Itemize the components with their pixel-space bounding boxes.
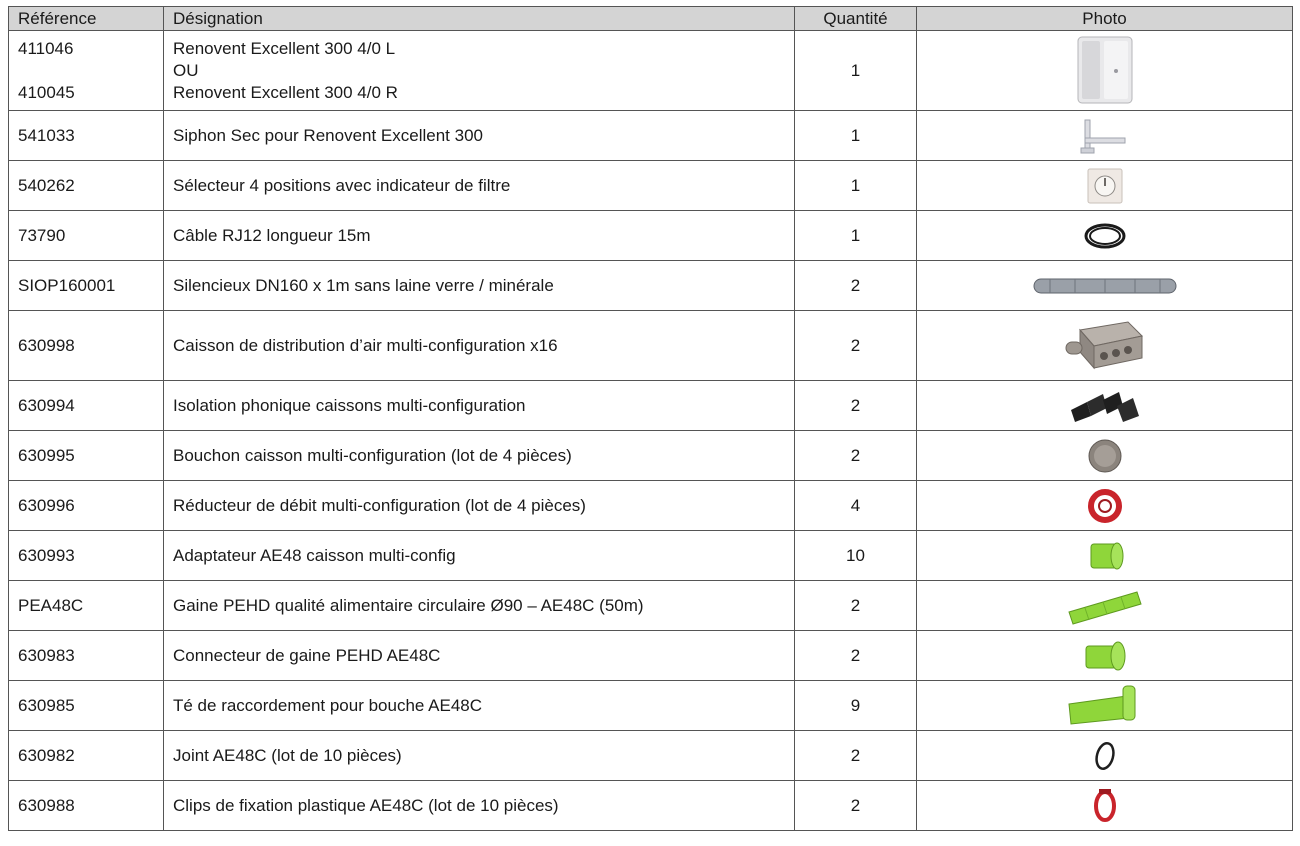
adapter-icon — [1083, 536, 1127, 576]
cell-designation: Bouchon caisson multi-configuration (lot de 4 pièces) — [164, 431, 795, 481]
designation-text: Renovent Excellent 300 4/0 R — [173, 82, 398, 102]
cell-designation: Sélecteur 4 positions avec indicateur de filtre — [164, 161, 795, 211]
cell-photo — [917, 161, 1293, 211]
cell-photo — [917, 581, 1293, 631]
cell-designation: Silencieux DN160 x 1m sans laine verre / minérale — [164, 261, 795, 311]
cell-photo — [917, 681, 1293, 731]
cell-designation: Câble RJ12 longueur 15m — [164, 211, 795, 261]
table-row — [9, 581, 1293, 631]
cell-quantity: 2 — [795, 261, 917, 311]
cell-photo — [917, 631, 1293, 681]
cell-quantity: 2 — [795, 431, 917, 481]
table-row — [9, 681, 1293, 731]
cell-quantity: 10 — [795, 531, 917, 581]
cell-reference: 630982 — [9, 731, 164, 781]
cell-reference: 630998 — [9, 311, 164, 381]
cell-photo — [917, 731, 1293, 781]
cell-reference: 630994 — [9, 381, 164, 431]
table-row — [9, 381, 1293, 431]
cell-quantity: 1 — [795, 31, 917, 111]
cable-coil-icon — [1080, 219, 1130, 253]
cell-quantity: 1 — [795, 161, 917, 211]
fixing-clip-icon — [1085, 786, 1125, 826]
cell-quantity: 1 — [795, 111, 917, 161]
table-row — [9, 31, 1293, 111]
flow-reducer-icon — [1085, 486, 1125, 526]
table-row — [9, 311, 1293, 381]
cell-designation — [164, 31, 795, 111]
cell-quantity: 2 — [795, 311, 917, 381]
cell-reference: 73790 — [9, 211, 164, 261]
siphon-icon — [1075, 116, 1135, 156]
cell-designation: Siphon Sec pour Renovent Excellent 300 — [164, 111, 795, 161]
cell-quantity: 2 — [795, 631, 917, 681]
cell-designation: Réducteur de débit multi-configuration (lot de 4 pièces) — [164, 481, 795, 531]
cell-reference: 630983 — [9, 631, 164, 681]
reference-text: 410045 — [18, 82, 75, 102]
distribution-box-icon — [1062, 316, 1148, 376]
cell-photo — [917, 381, 1293, 431]
cell-quantity: 2 — [795, 731, 917, 781]
table-row — [9, 431, 1293, 481]
cell-photo — [917, 211, 1293, 261]
green-duct-icon — [1065, 586, 1145, 626]
cell-reference: 630985 — [9, 681, 164, 731]
table-row — [9, 261, 1293, 311]
cell-reference: 540262 — [9, 161, 164, 211]
cell-photo — [917, 111, 1293, 161]
table-row — [9, 481, 1293, 531]
cell-designation: Adaptateur AE48 caisson multi-config — [164, 531, 795, 581]
ventilation-unit-icon — [1070, 35, 1140, 107]
duct-connector-icon — [1080, 636, 1130, 676]
cell-designation: Isolation phonique caissons multi-configuration — [164, 381, 795, 431]
cell-reference: 630988 — [9, 781, 164, 831]
cell-quantity: 4 — [795, 481, 917, 531]
cell-reference: 541033 — [9, 111, 164, 161]
header-designation: Désignation — [164, 7, 795, 31]
table-row — [9, 531, 1293, 581]
reference-text: 411046 — [18, 38, 74, 58]
designation-or-text: OU — [173, 60, 199, 80]
cell-designation: Gaine PEHD qualité alimentaire circulaire Ø90 – AE48C (50m) — [164, 581, 795, 631]
cell-reference: 630996 — [9, 481, 164, 531]
acoustic-insulation-icon — [1065, 386, 1145, 426]
cell-designation: Clips de fixation plastique AE48C (lot de 10 pièces) — [164, 781, 795, 831]
cell-photo — [917, 531, 1293, 581]
cell-designation: Joint AE48C (lot de 10 pièces) — [164, 731, 795, 781]
cell-reference: 630995 — [9, 431, 164, 481]
cap-icon — [1085, 436, 1125, 476]
cell-photo — [917, 31, 1293, 111]
header-photo: Photo — [917, 7, 1293, 31]
cell-quantity: 9 — [795, 681, 917, 731]
selector-switch-icon — [1085, 166, 1125, 206]
cell-photo — [917, 261, 1293, 311]
table-row — [9, 161, 1293, 211]
cell-quantity: 2 — [795, 381, 917, 431]
cell-photo — [917, 781, 1293, 831]
cell-designation: Caisson de distribution d’air multi-configuration x16 — [164, 311, 795, 381]
table-row — [9, 781, 1293, 831]
designation-text: Renovent Excellent 300 4/0 L — [173, 38, 396, 58]
seal-ring-icon — [1085, 736, 1125, 776]
header-reference: Référence — [9, 7, 164, 31]
header-row — [9, 7, 1293, 31]
table-row — [9, 631, 1293, 681]
table-row — [9, 731, 1293, 781]
cell-quantity: 2 — [795, 581, 917, 631]
cell-quantity: 2 — [795, 781, 917, 831]
cell-photo — [917, 311, 1293, 381]
parts-table — [8, 6, 1293, 831]
cell-designation: Té de raccordement pour bouche AE48C — [164, 681, 795, 731]
cell-reference: PEA48C — [9, 581, 164, 631]
table-row — [9, 211, 1293, 261]
cell-quantity: 1 — [795, 211, 917, 261]
silencer-duct-icon — [1030, 274, 1180, 298]
cell-photo — [917, 431, 1293, 481]
cell-reference: 630993 — [9, 531, 164, 581]
cell-reference — [9, 31, 164, 111]
header-quantity: Quantité — [795, 7, 917, 31]
cell-photo — [917, 481, 1293, 531]
cell-designation: Connecteur de gaine PEHD AE48C — [164, 631, 795, 681]
table-row — [9, 111, 1293, 161]
tee-connector-icon — [1065, 684, 1145, 728]
cell-reference: SIOP160001 — [9, 261, 164, 311]
